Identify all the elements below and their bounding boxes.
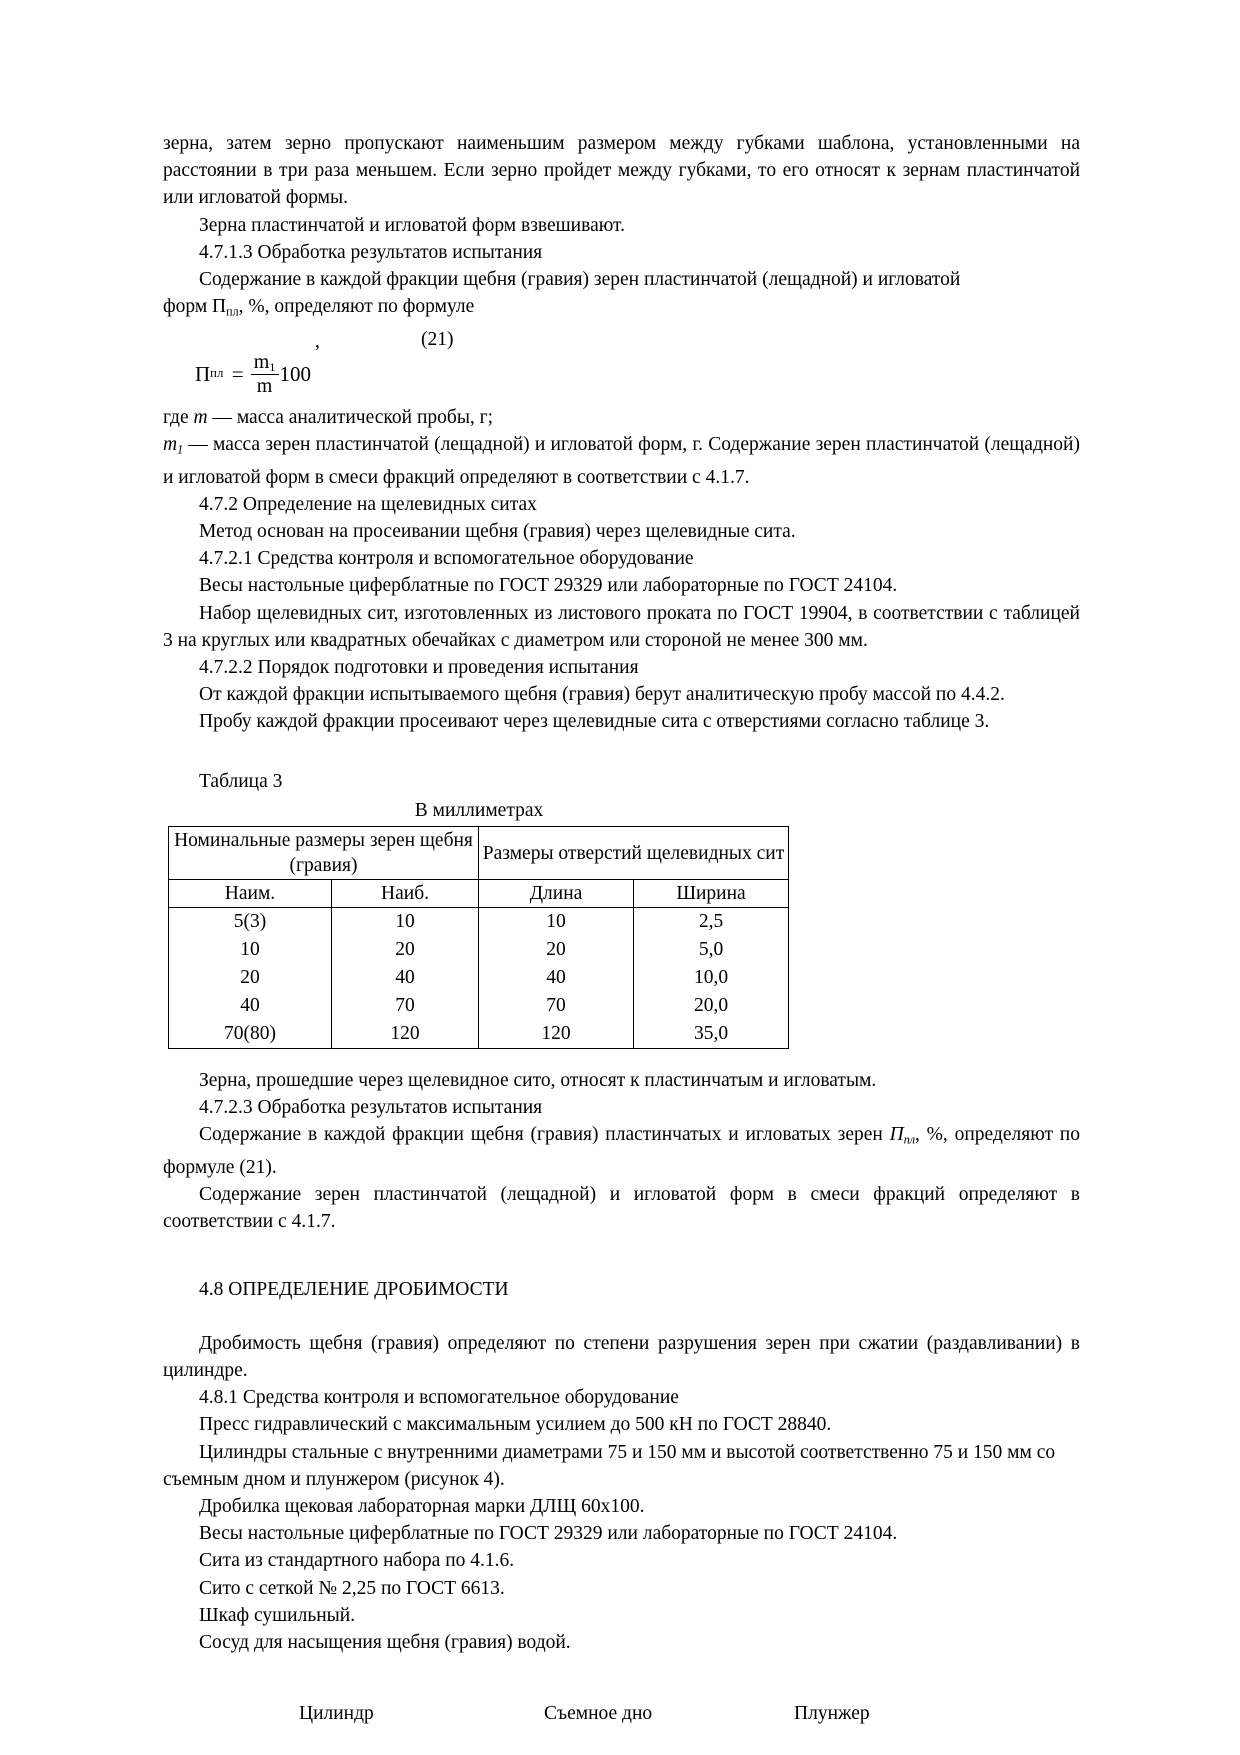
- table-caption: Таблица 3: [199, 770, 283, 792]
- heading-4-8-1: 4.8.1 Средства контроля и вспомогательное оборудование: [199, 1387, 679, 1409]
- table-cell-min: 70(80): [169, 1020, 332, 1049]
- table-cell-max: 10: [332, 908, 479, 937]
- formula-fraction: [251, 352, 279, 397]
- spacer-after-table: [163, 1049, 1080, 1067]
- table-group-header-nominal: Номинальные размеры зерен щебня (гравия): [169, 827, 479, 880]
- figure-label-cylinder: Цилиндр: [299, 1703, 374, 1725]
- table-cell-max: 120: [332, 1020, 479, 1049]
- paragraph-formula-lead-line1: [163, 266, 1080, 293]
- table-row: [169, 992, 789, 1020]
- paragraph-sample: От каждой фракции испытываемого щебня (гравия) берут аналитическую пробу массой по 4.4.2.: [199, 684, 1005, 706]
- definition-m1-text: — масса зерен пластинчатой (лещадной) и игловатой форм, г. Содержание зерен пластинчатой (лещадной) и игловатой форм в смеси фракций определяют в соответствии с 4.1.7.: [163, 434, 1080, 488]
- formula-lead-text-a: Содержание в каждой фракции щебня (гравия) зерен пластинчатой (лещадной) и игловатой: [199, 269, 961, 291]
- content-pi-subscript: пл: [903, 1132, 916, 1147]
- equipment-item-press: Пресс гидравлический с максимальным усилием до 500 кН по ГОСТ 28840.: [199, 1414, 832, 1436]
- table-header-width: Ширина: [634, 880, 789, 908]
- equipment-item-water-vessel: Сосуд для насыщения щебня (гравия) водой.: [199, 1632, 571, 1654]
- table-group-header-row: [169, 827, 789, 880]
- figure-label-plunger: Плунжер: [794, 1703, 870, 1725]
- definition-m1-subscript: 1: [177, 442, 184, 457]
- formula-equals-sign: =: [231, 361, 244, 386]
- content-pi-symbol: П: [889, 1124, 904, 1146]
- table-cell-min: 5(3): [169, 908, 332, 937]
- table-cell-min: 20: [169, 964, 332, 992]
- formula-lead-subscript: пл: [226, 304, 239, 319]
- table-cell-width: 20,0: [634, 992, 789, 1020]
- table-cell-max: 70: [332, 992, 479, 1020]
- formula-expression: [195, 352, 311, 397]
- table-cell-max: 20: [332, 936, 479, 964]
- table-column-header-row: [169, 880, 789, 908]
- formula-numerator: [251, 352, 279, 374]
- table-cell-min: 10: [169, 936, 332, 964]
- paragraph-formula-lead-line2: [163, 293, 1080, 326]
- paragraph-scales: Весы настольные циферблатные по ГОСТ 29329 или лабораторные по ГОСТ 24104.: [199, 575, 898, 597]
- formula-lead-text-b-post: , %, определяют по формуле: [238, 296, 475, 318]
- table-header-length: Длина: [479, 880, 634, 908]
- definition-where-prefix: где: [163, 406, 194, 428]
- figure-labels-row: [163, 1700, 1080, 1727]
- table-cell-width: 2,5: [634, 908, 789, 937]
- equipment-item-scales: Весы настольные циферблатные по ГОСТ 29329 или лабораторные по ГОСТ 24104.: [199, 1523, 898, 1545]
- table-cell-width: 10,0: [634, 964, 789, 992]
- table-cell-max: 40: [332, 964, 479, 992]
- paragraph-passed-grains: Зерна, прошедшие через щелевидное сито, относят к пластинчатым и игловатым.: [199, 1070, 877, 1092]
- heading-4-7-2-2: 4.7.2.2 Порядок подготовки и проведения испытания: [199, 657, 639, 678]
- formula-numerator-subscript: 1: [269, 359, 276, 374]
- heading-4-7-2: 4.7.2 Определение на щелевидных ситах: [199, 493, 537, 515]
- heading-4-7-2-1: 4.7.2.1 Средства контроля и вспомогательное оборудование: [199, 548, 694, 570]
- table-units-label: В миллиметрах: [414, 799, 544, 821]
- table-header-max: Наиб.: [332, 880, 479, 908]
- table-cell-length: 20: [479, 936, 634, 964]
- formula-number: (21): [421, 328, 454, 350]
- formula-denominator: m: [256, 375, 273, 398]
- definition-m-text: — масса аналитической пробы, г;: [207, 406, 494, 428]
- table-row: [169, 936, 789, 964]
- definition-m1-symbol: m: [163, 434, 178, 455]
- table-cell-width: 5,0: [634, 936, 789, 964]
- paragraph-content-formula-ref: [163, 1121, 1080, 1181]
- paragraph-weighing: Зерна пластинчатой и игловатой форм взвешивают.: [199, 214, 625, 236]
- paragraph-mixture-content: Содержание зерен пластинчатой (лещадной) и игловатой форм в смеси фракций определяют в соответствии с 4.1.7.: [163, 1184, 1080, 1233]
- heading-4-8: 4.8 ОПРЕДЕЛЕНИЕ ДРОБИМОСТИ: [199, 1278, 509, 1300]
- table-cell-length: 10: [479, 908, 634, 937]
- figure-label-removable-bottom: Съемное дно: [544, 1703, 653, 1725]
- formula-lead-text-b-pre: форм П: [163, 296, 227, 318]
- table-row: [169, 964, 789, 992]
- paragraph-intro: зерна, затем зерно пропускают наименьшим размером между губками шаблона, установленными на расстоянии в три раза меньшем. Если зерно пройдет между губками, то его относят к зернам пластинчатой или игловатой формы.: [163, 133, 1080, 209]
- spacer-before-section-4-8: [163, 1236, 1080, 1276]
- content-formula-ref-pre: Содержание в каждой фракции щебня (гравия) пластинчатых и игловатых зерен: [199, 1124, 890, 1146]
- spacer-after-section-4-8: [163, 1303, 1080, 1330]
- formula-pi-symbol: П: [195, 361, 211, 386]
- document-body: [163, 130, 1080, 1727]
- equipment-item-cylinders: Цилиндры стальные с внутренними диаметрами 75 и 150 мм и высотой соответственно 75 и 150 мм со съемным дном и плунжером (рисунок 4).: [163, 1441, 1056, 1490]
- paragraph-sieves: Набор щелевидных сит, изготовленных из листового проката по ГОСТ 19904, в соответствии с таблицей 3 на круглых или квадратных обечайках с диаметром или стороной не менее 300 мм.: [163, 602, 1080, 651]
- formula-pi-subscript: пл: [210, 365, 224, 380]
- heading-4-7-2-3: 4.7.2.3 Обработка результатов испытания: [199, 1097, 543, 1119]
- sieve-dimensions-table: [168, 826, 789, 1049]
- content-formula-ref-post: , %, определяют по формуле (21).: [163, 1124, 1080, 1178]
- table-cell-min: 40: [169, 992, 332, 1020]
- table-cell-width: 35,0: [634, 1020, 789, 1049]
- table-row: [169, 1020, 789, 1049]
- table-cell-length: 120: [479, 1020, 634, 1049]
- formula-factor: 100: [279, 361, 312, 386]
- table-row: [169, 908, 789, 937]
- formula-block: [163, 326, 1080, 404]
- equipment-item-drying-cabinet: Шкаф сушильный.: [199, 1604, 356, 1626]
- equipment-item-sieves-set: Сита из стандартного набора по 4.1.6.: [199, 1550, 515, 1572]
- equipment-item-crusher: Дробилка щековая лабораторная марки ДЛЩ 60х100.: [199, 1496, 645, 1518]
- formula-trailing-comma: ,: [315, 330, 320, 352]
- formula-left-side: [195, 361, 224, 388]
- equipment-item-sieve-mesh: Сито с сеткой № 2,25 по ГОСТ 6613.: [199, 1577, 505, 1599]
- definition-m-symbol: m: [193, 406, 208, 428]
- paragraph-crushability-intro: Дробимость щебня (гравия) определяют по степени разрушения зерен при сжатии (раздавливании) в цилиндре.: [163, 1332, 1080, 1382]
- paragraph-definition-m: [163, 404, 1080, 431]
- formula-numerator-symbol: m: [253, 350, 270, 373]
- table-cell-length: 70: [479, 992, 634, 1020]
- table-header-min: Наим.: [169, 880, 332, 908]
- table-group-header-openings: Размеры отверстий щелевидных сит: [479, 827, 789, 880]
- table-cell-length: 40: [479, 964, 634, 992]
- paragraph-method: Метод основан на просеивании щебня (гравия) через щелевидные сита.: [199, 520, 796, 542]
- paragraph-definition-m1: [163, 431, 1080, 491]
- heading-4-7-1-3: 4.7.1.3 Обработка результатов испытания: [199, 241, 543, 263]
- paragraph-sieving: Пробу каждой фракции просеивают через щелевидные сита с отверстиями согласно таблице 3.: [199, 711, 990, 733]
